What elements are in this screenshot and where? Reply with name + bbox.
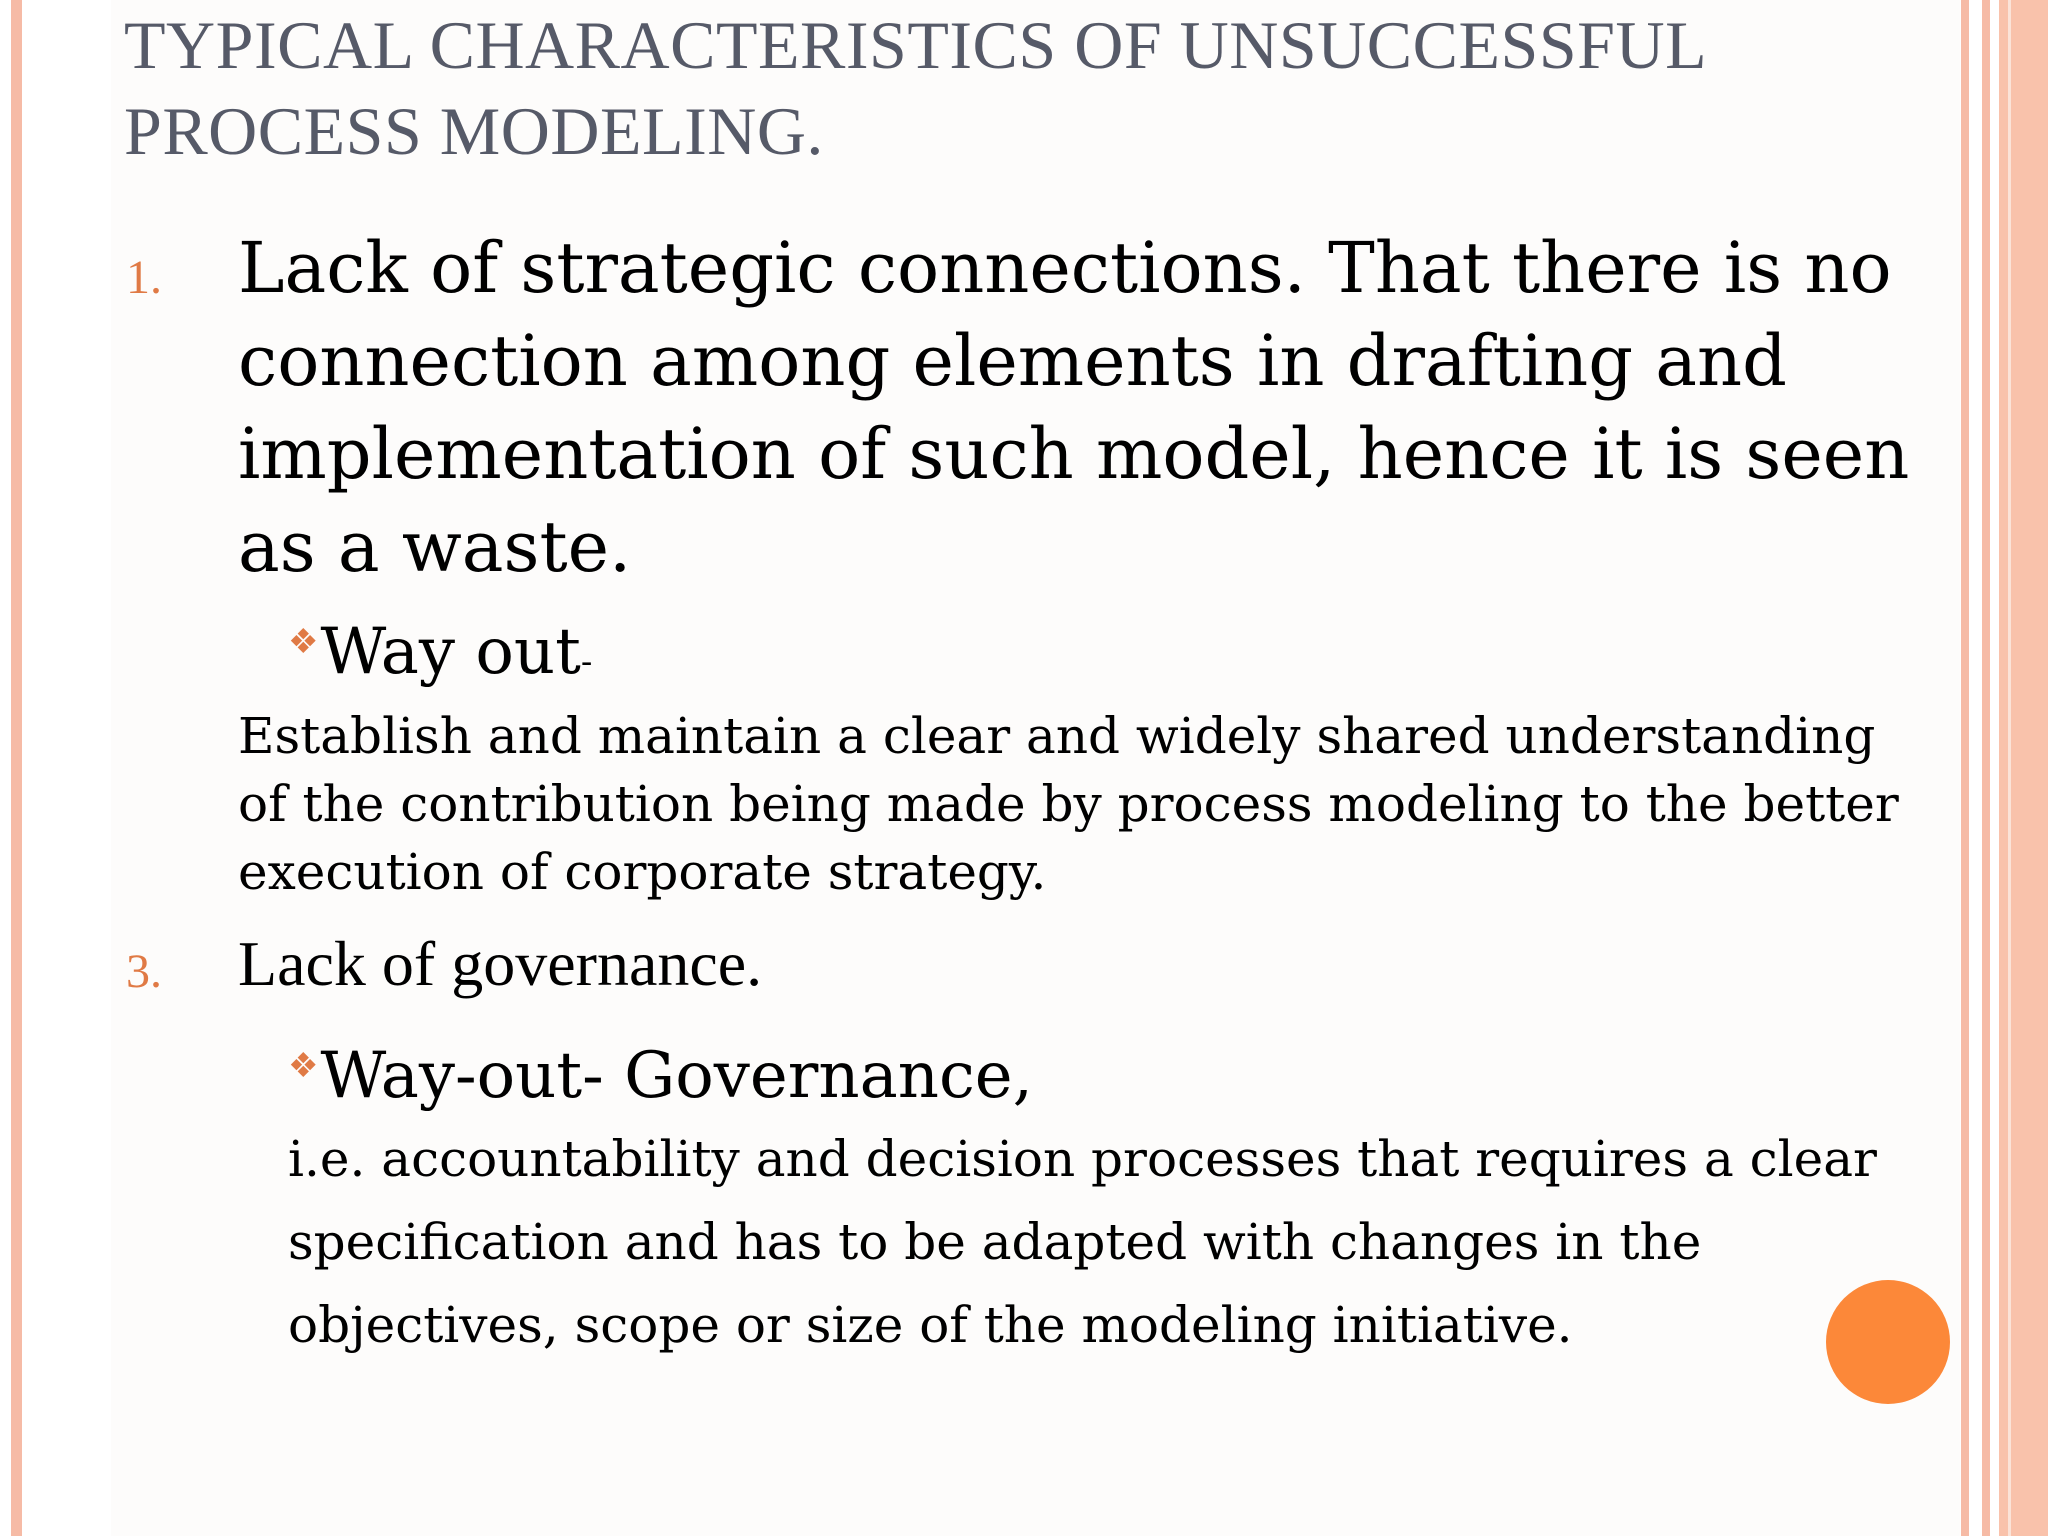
slide-title: TYPICAL CHARACTERISTICS OF UNSUCCESSFUL PROCESS MODELING. [124,7,1705,169]
detail-paragraph: Establish and maintain a clear and widely shared understanding of the contribution being made by process modeling to the better execution of corporate strategy. [238,707,1899,901]
sub-bullet-label: Way out [320,615,581,689]
detail-paragraph: i.e. accountability and decision processes that requires a clear specification and has to be adapted with changes in the objectives, scope or size of the modeling initiative. [288,1130,1877,1354]
orange-circle-decoration [1826,1280,1950,1404]
right-decorative-stripe [1982,0,1990,1536]
right-decorative-line [2008,0,2011,1536]
list-number: 1. [126,251,162,304]
sub-bullet [288,1030,1033,1112]
sub-bullet [288,606,592,698]
right-decorative-stripe [1961,0,1969,1536]
list-number: 3. [126,945,162,998]
four-diamond-icon: ❖ [288,622,319,662]
four-diamond-icon: ❖ [288,1046,319,1086]
sub-bullet-label: Way-out- Governance, [320,1039,1034,1113]
sub-bullet-suffix: - [580,642,593,682]
list-item-text: Lack of governance. [238,928,763,999]
right-decorative-band [1999,0,2048,1536]
left-decorative-stripe [11,0,22,1536]
list-item-text: Lack of strategic connections. That there is no connection among elements in drafting and implementation of such model, hence it is seen as a waste. [238,227,1910,588]
